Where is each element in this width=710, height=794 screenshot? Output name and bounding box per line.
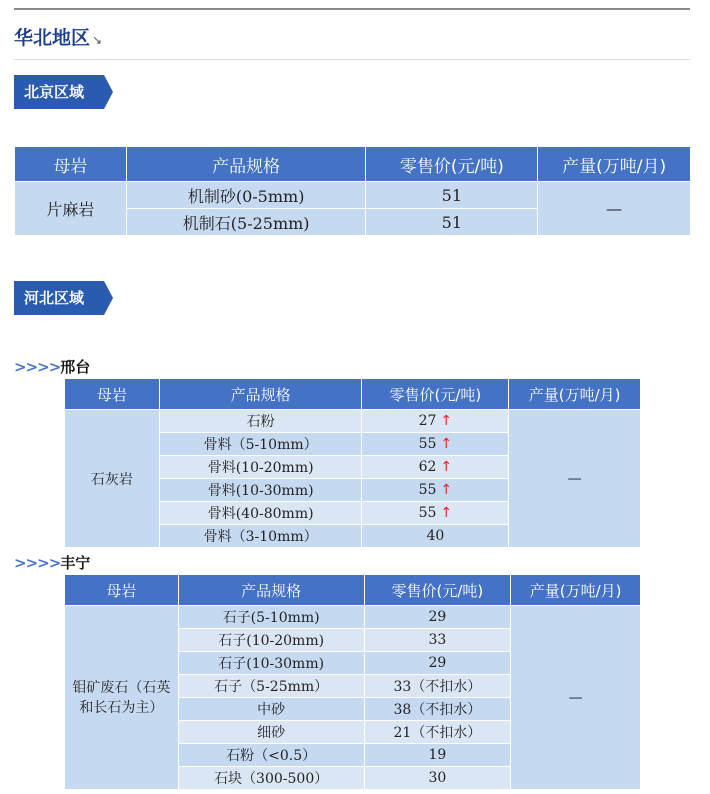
beijing-tag: 北京区域 xyxy=(14,75,104,109)
output-cell: — xyxy=(509,410,641,548)
spec-cell: 石子(10-30mm) xyxy=(178,652,364,675)
spec-cell: 机制砂(0-5mm) xyxy=(126,182,366,209)
city-name: 邢台 xyxy=(60,358,91,376)
header-price: 零售价(元/吨) xyxy=(364,575,511,606)
up-arrow-icon: ↑ xyxy=(440,436,453,452)
price-value: 55 xyxy=(418,505,437,521)
up-arrow-icon: ↑ xyxy=(440,413,453,429)
city-heading-fengning xyxy=(14,552,90,573)
top-divider xyxy=(14,8,690,10)
table-row xyxy=(15,182,691,209)
output-cell: — xyxy=(511,606,641,790)
price-cell: 29 xyxy=(364,652,511,675)
price-value: 55 xyxy=(418,482,437,498)
spec-cell: 骨料(10-30mm) xyxy=(159,479,362,502)
chevrons-icon: >>>> xyxy=(14,554,61,572)
header-spec: 产品规格 xyxy=(159,379,362,410)
spec-cell: 中砂 xyxy=(178,698,364,721)
hebei-tag: 河北区域 xyxy=(14,281,104,315)
spec-cell: 骨料（3-10mm） xyxy=(159,525,362,548)
spec-cell: 石子（5-25mm） xyxy=(178,675,364,698)
spec-cell: 石粉（<0.5） xyxy=(178,744,364,767)
price-cell: 38（不扣水） xyxy=(364,698,511,721)
region-title-text: 华北地区 xyxy=(14,27,91,49)
price-cell xyxy=(362,456,509,479)
beijing-price-table xyxy=(14,146,691,236)
price-value: 55 xyxy=(418,436,437,452)
price-cell: 51 xyxy=(366,209,538,236)
spec-cell: 骨料(40-80mm) xyxy=(159,502,362,525)
title-divider xyxy=(14,59,690,60)
fengning-price-table xyxy=(64,574,641,790)
up-arrow-icon: ↑ xyxy=(440,505,453,521)
header-spec: 产品规格 xyxy=(178,575,364,606)
header-output: 产量(万吨/月) xyxy=(538,147,691,182)
up-arrow-icon: ↑ xyxy=(440,482,453,498)
spec-cell: 细砂 xyxy=(178,721,364,744)
price-cell: 33 xyxy=(364,629,511,652)
header-rock: 母岩 xyxy=(65,575,179,606)
city-heading-xingtai xyxy=(14,356,90,377)
table-header-row xyxy=(65,379,641,410)
price-cell xyxy=(362,502,509,525)
table-row xyxy=(65,410,641,433)
arrow-icon: ↘ xyxy=(92,33,103,47)
price-cell: 30 xyxy=(364,767,511,790)
rock-cell: 石灰岩 xyxy=(65,410,160,548)
spec-cell: 石子(5-10mm) xyxy=(178,606,364,629)
price-cell: 51 xyxy=(366,182,538,209)
city-name: 丰宁 xyxy=(60,554,91,572)
price-cell: 19 xyxy=(364,744,511,767)
spec-cell: 石块（300-500） xyxy=(178,767,364,790)
output-cell: — xyxy=(538,182,691,236)
region-title xyxy=(14,23,102,50)
price-cell xyxy=(362,433,509,456)
header-spec: 产品规格 xyxy=(126,147,366,182)
spec-cell: 机制石(5-25mm) xyxy=(126,209,366,236)
header-rock: 母岩 xyxy=(15,147,127,182)
table-header-row xyxy=(15,147,691,182)
spec-cell: 骨料（5-10mm） xyxy=(159,433,362,456)
chevrons-icon: >>>> xyxy=(14,358,61,376)
price-cell: 21（不扣水） xyxy=(364,721,511,744)
price-cell xyxy=(362,410,509,433)
spec-cell: 骨料(10-20mm) xyxy=(159,456,362,479)
up-arrow-icon: ↑ xyxy=(440,459,453,475)
header-price: 零售价(元/吨) xyxy=(366,147,538,182)
header-output: 产量(万吨/月) xyxy=(509,379,641,410)
price-cell xyxy=(362,479,509,502)
price-cell: 29 xyxy=(364,606,511,629)
xingtai-price-table xyxy=(64,378,641,548)
rock-cell: 片麻岩 xyxy=(15,182,127,236)
spec-cell: 石子(10-20mm) xyxy=(178,629,364,652)
header-output: 产量(万吨/月) xyxy=(511,575,641,606)
price-value: 27 xyxy=(418,413,437,429)
price-value: 40 xyxy=(426,528,445,544)
spec-cell: 石粉 xyxy=(159,410,362,433)
price-cell: 33（不扣水） xyxy=(364,675,511,698)
header-rock: 母岩 xyxy=(65,379,160,410)
table-header-row xyxy=(65,575,641,606)
table-row xyxy=(65,606,641,629)
header-price: 零售价(元/吨) xyxy=(362,379,509,410)
price-value: 62 xyxy=(418,459,437,475)
rock-cell: 钼矿废石（石英和长石为主） xyxy=(65,606,179,790)
price-cell xyxy=(362,525,509,548)
